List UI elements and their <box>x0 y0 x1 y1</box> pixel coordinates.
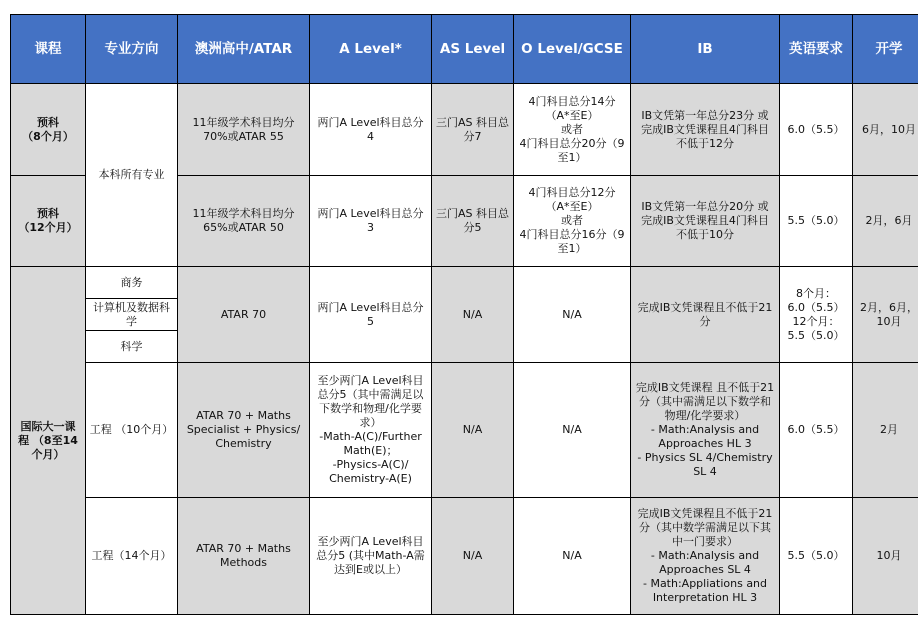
olevel-value: 4门科目总分12分 （A*至E） 或者 4门科目总分16分（9 至1） <box>519 186 625 255</box>
atar-value: ATAR 70 + Maths Specialist + Physics/ Chemistry <box>186 409 301 450</box>
aslevel-value: N/A <box>462 307 483 321</box>
english-value: 5.5（5.0） <box>787 549 845 562</box>
aslevel-value: 三门AS 科目总 分7 <box>435 115 509 143</box>
ib-cell <box>631 363 780 498</box>
intake-value: 10月 <box>876 549 902 562</box>
major-label: 本科所有专业 <box>98 168 165 181</box>
aslevel-cell <box>432 176 514 267</box>
alevel-value: 至少两门A Level科目 总分5（其中需满足以 下数学和物理/化学要 求） -Math-A(C)/Further Math(E)； -Physics-A(C)/ Chemistry-A(E) <box>317 374 424 485</box>
aslevel-cell <box>432 498 514 615</box>
intake-value: 6月，10月 <box>862 122 916 136</box>
aslevel-cell <box>432 84 514 176</box>
course-cell <box>11 176 86 267</box>
course-cell <box>11 84 86 176</box>
header-aslevel: AS Level <box>432 15 514 84</box>
course-label: 预科 （8个月） <box>22 115 74 143</box>
alevel-value: 两门A Level科目总分 4 <box>317 115 424 143</box>
alevel-cell <box>310 498 432 615</box>
olevel-value: N/A <box>562 307 582 321</box>
english-value: 6.0（5.5） <box>787 423 845 436</box>
english-value: 5.5（5.0） <box>787 214 845 227</box>
atar-cell <box>178 267 310 363</box>
major-label: 工程（14个月） <box>91 549 172 562</box>
major-cell <box>86 498 178 615</box>
olevel-value: N/A <box>562 423 582 436</box>
major-label: 科学 <box>120 339 143 353</box>
alevel-cell <box>310 363 432 498</box>
english-cell <box>780 363 853 498</box>
major-cell <box>86 331 178 363</box>
aslevel-value: 三门AS 科目总 分5 <box>435 207 509 234</box>
alevel-value: 两门A Level科目总分 3 <box>317 207 424 234</box>
intake-value: 2月，6月， 10月 <box>860 300 918 328</box>
alevel-value: 两门A Level科目总分 5 <box>317 300 424 328</box>
olevel-cell <box>514 267 631 363</box>
atar-cell <box>178 176 310 267</box>
english-value: 8个月： 6.0（5.5） 12个月： 5.5（5.0） <box>787 286 845 342</box>
atar-cell <box>178 363 310 498</box>
major-label: 商务 <box>120 275 143 289</box>
header-course: 课程 <box>11 15 86 84</box>
ib-value: 完成IB文凭课程 且不低于21 分（其中需满足以下数学和 物理/化学要求） - Math:Analysis and Approaches HL 3 - Physics SL 4/Chemistry SL 4 <box>635 381 775 478</box>
atar-value: ATAR 70 <box>220 307 267 321</box>
olevel-cell <box>514 363 631 498</box>
header-intake: 开学 <box>853 15 918 84</box>
intake-value: 2月 <box>880 423 898 436</box>
intake-cell <box>853 363 918 498</box>
olevel-value: N/A <box>562 549 582 562</box>
table-row-foundation-8 <box>11 84 918 176</box>
intake-cell <box>853 84 918 176</box>
intake-cell <box>853 176 918 267</box>
olevel-cell <box>514 84 631 176</box>
alevel-cell <box>310 267 432 363</box>
alevel-cell <box>310 176 432 267</box>
major-label: 工程 （10个月） <box>89 423 174 436</box>
major-label: 计算机及数据科学 <box>93 300 170 328</box>
alevel-cell <box>310 84 432 176</box>
ib-value: IB文凭第一年总分23分 或 完成IB文凭课程且4门科目 不低于12分 <box>641 108 769 150</box>
ib-cell <box>631 84 780 176</box>
atar-value: 11年级学术科目均分 65%或ATAR 50 <box>192 207 295 234</box>
aslevel-value: N/A <box>462 549 483 562</box>
english-cell <box>780 84 853 176</box>
header-olevel: O Level/GCSE <box>514 15 631 84</box>
aslevel-value: N/A <box>462 423 483 436</box>
ib-cell <box>631 267 780 363</box>
header-major: 专业方向 <box>86 15 178 84</box>
olevel-cell <box>514 498 631 615</box>
header-row <box>11 15 918 84</box>
ib-cell <box>631 498 780 615</box>
table-row-diploma-business <box>11 267 918 299</box>
major-cell <box>86 299 178 331</box>
requirements-table <box>10 14 918 615</box>
ib-value: 完成IB文凭课程且不低于21 分（其中数学需满足以下其 中一门要求） - Math:Analysis and Approaches SL 4 - Math:Appliations and Interpretation HL 3 <box>637 507 773 604</box>
atar-value: 11年级学术科目均分 70%或ATAR 55 <box>192 115 295 143</box>
course-label: 预科 （12个月） <box>18 207 78 234</box>
ib-cell <box>631 176 780 267</box>
ib-value: IB文凭第一年总分20分 或 完成IB文凭课程且4门科目 不低于10分 <box>641 200 769 241</box>
header-ib: IB <box>631 15 780 84</box>
intake-cell <box>853 498 918 615</box>
alevel-value: 至少两门A Level科目 总分5 (其中Math-A需 达到E或以上） <box>316 535 425 576</box>
table-row-diploma-engineering-14 <box>11 498 918 615</box>
atar-cell <box>178 84 310 176</box>
ib-value: 完成IB文凭课程且不低于21 分 <box>637 300 773 328</box>
major-cell <box>86 363 178 498</box>
header-english: 英语要求 <box>780 15 853 84</box>
table-row-diploma-engineering-10 <box>11 363 918 498</box>
header-alevel: A Level* <box>310 15 432 84</box>
olevel-value: 4门科目总分14分 （A*至E） 或者 4门科目总分20分（9 至1） <box>519 94 625 164</box>
course-label: 国际大一课 程 （8至14 个月） <box>18 419 78 461</box>
intake-cell <box>853 267 918 363</box>
intake-value: 2月，6月 <box>865 214 913 227</box>
atar-cell <box>178 498 310 615</box>
english-value: 6.0（5.5） <box>787 122 845 136</box>
aslevel-cell <box>432 267 514 363</box>
english-cell <box>780 176 853 267</box>
aslevel-cell <box>432 363 514 498</box>
major-cell <box>86 267 178 299</box>
major-cell <box>86 84 178 267</box>
header-atar: 澳洲高中/ATAR <box>178 15 310 84</box>
olevel-cell <box>514 176 631 267</box>
atar-value: ATAR 70 + Maths Methods <box>196 542 291 569</box>
english-cell <box>780 498 853 615</box>
course-cell <box>11 267 86 615</box>
english-cell <box>780 267 853 363</box>
